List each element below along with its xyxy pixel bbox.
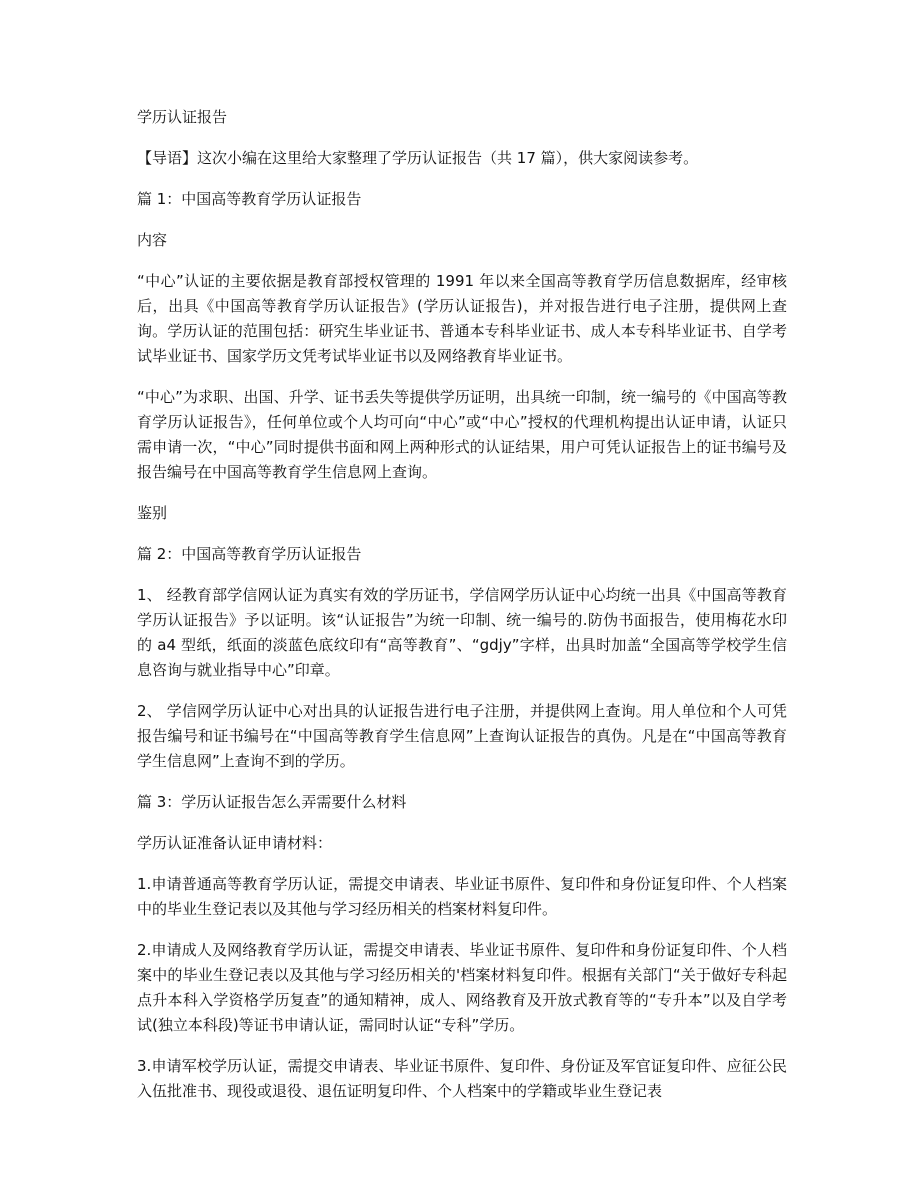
section-1-paragraph: 鉴别 bbox=[137, 504, 168, 522]
section-2-heading: 篇 2：中国高等教育学历认证报告 bbox=[137, 545, 362, 563]
section-3-paragraph: 1.申请普通高等教育学历认证，需提交申请表、毕业证书原件、复印件和身份证复印件、个人档案中的毕业生登记表以及其他与学习经历相关的档案材料复印件。 bbox=[137, 875, 787, 918]
section-3-paragraph: 2.申请成人及网络教育学历认证，需提交申请表、毕业证书原件、复印件和身份证复印件、个人档案中的毕业生登记表以及其他与学习经历相关的'档案材料复印件。根据有关部门“关于做好专科起点升本科入学资格学历复查”的通知精神，成人、网络教育及开放式教育等的“专升本”以及自学考试(独立本科段)等证书申请认证，需同时认证“专科”学历。 bbox=[137, 941, 787, 1034]
section-1-paragraph: “中心”为求职、出国、升学、证书丢失等提供学历证明，出具统一印制，统一编号的《中国高等教育学历认证报告》，任何单位或个人均可向“中心”或“中心”授权的代理机构提出认证申请，认证只需申请一次，“中心”同时提供书面和网上两种形式的认证结果，用户可凭认证报告上的证书编号及报告编号在中国高等教育学生信息网上查询。 bbox=[137, 388, 787, 481]
section-1-heading: 篇 1：中国高等教育学历认证报告 bbox=[137, 190, 362, 208]
section-1-paragraph: 内容 bbox=[137, 231, 168, 249]
section-2-paragraph: 1、 经教育部学信网认证为真实有效的学历证书，学信网学历认证中心均统一出具《中国高等教育学历认证报告》予以证明。该“认证报告”为统一印制、统一编号的.防伪书面报告，使用梅花水印的 a4 型纸，纸面的淡蓝色底纹印有“高等教育”、“gdjy”字样，出具时加盖“全国高等学校学生信息咨询与就业指导中心”印章。 bbox=[137, 586, 787, 679]
document-title: 学历认证报告 bbox=[137, 108, 228, 126]
document-page bbox=[137, 105, 787, 1120]
intro-paragraph: 【导语】这次小编在这里给大家整理了学历认证报告（共 17 篇），供大家阅读参考。 bbox=[137, 149, 699, 167]
section-3-paragraph: 3.申请军校学历认证，需提交申请表、毕业证书原件、复印件、身份证及军官证复印件、应征公民入伍批准书、现役或退役、退伍证明复印件、个人档案中的学籍或毕业生登记表 bbox=[137, 1057, 787, 1100]
section-1-paragraph: “中心”认证的主要依据是教育部授权管理的 1991 年以来全国高等教育学历信息数据库，经审核后，出具《中国高等教育学历认证报告》(学历认证报告)，并对报告进行电子注册，提供网上查询。学历认证的范围包括：研究生毕业证书、普通本专科毕业证书、成人本专科毕业证书、自学考试毕业证书、国家学历文凭考试毕业证书以及网络教育毕业证书。 bbox=[137, 272, 787, 365]
section-3-heading: 篇 3：学历认证报告怎么弄需要什么材料 bbox=[137, 793, 407, 811]
section-3-paragraph: 学历认证准备认证申请材料： bbox=[137, 834, 333, 852]
section-2-paragraph: 2、 学信网学历认证中心对出具的认证报告进行电子注册，并提供网上查询。用人单位和个人可凭报告编号和证书编号在“中国高等教育学生信息网”上查询认证报告的真伪。凡是在“中国高等教育学生信息网”上查询不到的学历。 bbox=[137, 702, 787, 770]
